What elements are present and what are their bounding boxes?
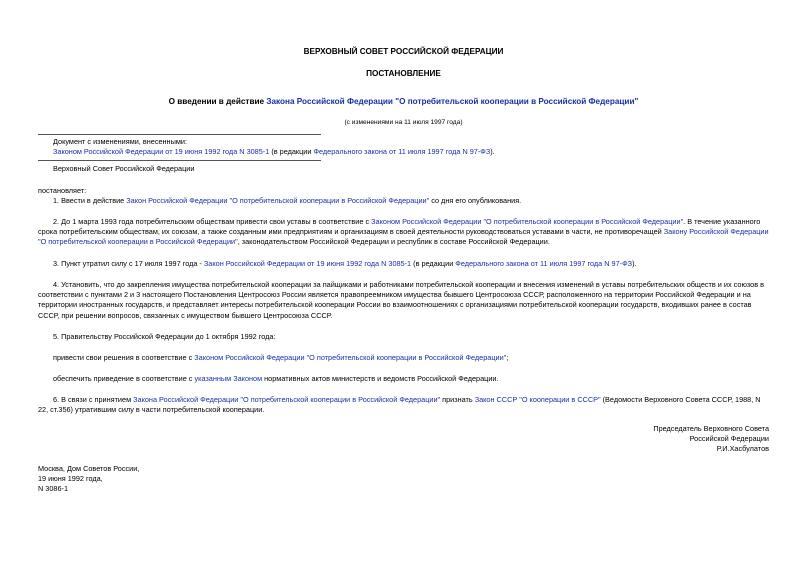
law-link-p1[interactable]: Закон Российской Федерации "О потребительской кооперации в Российской Федерации" [126,196,430,205]
p5-item1-text-a: привести свои решения в соответствие с [53,353,195,362]
date-line: 19 июня 1992 года, [38,474,103,483]
law-link-p3b[interactable]: Федерального закона от 11 июля 1997 года N 97-ФЗ [455,259,633,268]
p3-text-c: ). [632,259,637,268]
p6-text-b: признать [440,395,475,404]
law-link-p2a[interactable]: Законом Российской Федерации "О потребительской кооперации в Российской Федерации" [371,217,684,226]
paragraph-3 [53,259,637,269]
amendment-note: (с изменениями на 11 июля 1997 года) [344,119,463,126]
law-link-title[interactable]: Закона Российской Федерации "О потребительской кооперации в Российской Федерации" [266,97,639,106]
amending-law-link[interactable]: Законом Российской Федерации от 19 июня 1992 года N 3085-1 [53,147,270,156]
p5-item2-text-a: обеспечить приведение в соответствие с [53,374,195,383]
signature-org: Российской Федерации [689,434,769,443]
changes-line [53,147,495,157]
p2-text-c: , законодательством Российской Федерации и республик в составе Российской Федерации. [237,237,550,247]
law-link-p2b[interactable]: Закону Российской Федерации "О потребительской кооперации в Российской Федерации" [38,227,769,247]
issuing-body-heading: ВЕРХОВНЫЙ СОВЕТ РОССИЙСКОЙ ФЕДЕРАЦИИ [303,47,504,56]
signature-title: Председатель Верховного Совета [653,424,769,433]
p5-item2-text-b: нормативных актов министерств и ведомств Российской Федерации. [262,374,499,383]
top-divider [38,134,321,135]
law-link-p6a[interactable]: Закона Российской Федерации "О потребительской кооперации в Российской Федерации" [133,395,441,404]
p5-item1-text-b: ; [506,353,509,362]
p1-text-a: 1. Ввести в действие [53,196,127,205]
paragraph-4: 4. Установить, что до закрепления имущества потребительской кооперации за пайщиками и работниками потребительской кооперации и внесения изменений в уставы потребительских обществ и их союзов в соответствии с пунктами 2 и 3 настоящего Постановления Центросоюз России является правопреемником имущества бывшего Центросоюза СССР, расположенного на территории Российской Федерации и на территории иностранных государств, и представляет интересы потребительской кооперации России во взаимоотношениях с организациями потребительской кооперации государств, входивших ранее в состав СССР, при решении вопросов, связанных с имуществом бывшего Центросоюза СССР. [38,280,765,320]
law-link-p5[interactable]: Законом Российской Федерации "О потребительской кооперации в Российской Федерации" [194,353,507,362]
paragraph-5-item-1 [53,353,508,363]
changes-heading: Документ с изменениями, внесенными: [53,137,187,146]
document-number: N 3086-1 [38,484,69,493]
p6-text-c: (Ведомости Верховного Совета СССР, 1988, N 22, ст.356) утратившим силу в части потребительской кооперации. [38,395,761,415]
law-link-p3a[interactable]: Закон Российской Федерации от 19 июня 1992 года N 3085-1 [203,259,412,268]
paragraph-6 [38,395,771,415]
paragraph-5-heading: 5. Правительству Российской Федерации до 1 октября 1992 года: [53,332,276,341]
p3-text-b: (в редакции [411,259,456,268]
ussr-law-link[interactable]: Закон СССР "О кооперации в СССР" [474,395,601,404]
p3-text-a: 3. Пункт утратил силу с 17 июля 1997 года - [53,259,204,268]
p2-text-a: 2. До 1 марта 1993 года потребительским обществам привести свои уставы в соответствие с [53,217,372,226]
paragraph-1 [53,196,521,206]
resolves-line: постановляет: [38,186,87,195]
p2-text-b: . В течение указанного срока потребительским обществам, их союзам, а также созданным ими предприятиям и организациям в своей деятельности руководствоваться уставами в части, не противоречащей [38,217,761,237]
place-line: Москва, Дом Советов России, [38,464,140,473]
signature-name: Р.И.Хасбулатов [716,444,769,453]
document-title [0,97,807,107]
changes-tail-text: ). [490,147,495,156]
document-type-heading: ПОСТАНОВЛЕНИЕ [366,69,441,78]
specified-law-link[interactable]: указанным Законом [194,374,263,383]
changes-mid-text: (в редакции [269,147,314,156]
paragraph-5-item-2 [53,374,499,384]
federal-law-link[interactable]: Федерального закона от 11 июля 1997 года N 97-ФЗ [313,147,491,156]
p1-text-b: со дня его опубликования. [429,196,522,205]
paragraph-2 [38,217,771,248]
p6-text-a: 6. В связи с принятием [53,395,134,404]
issuer-line: Верховный Совет Российской Федерации [53,164,195,173]
title-prefix: О введении в действие [168,97,267,106]
bottom-divider [38,160,321,161]
